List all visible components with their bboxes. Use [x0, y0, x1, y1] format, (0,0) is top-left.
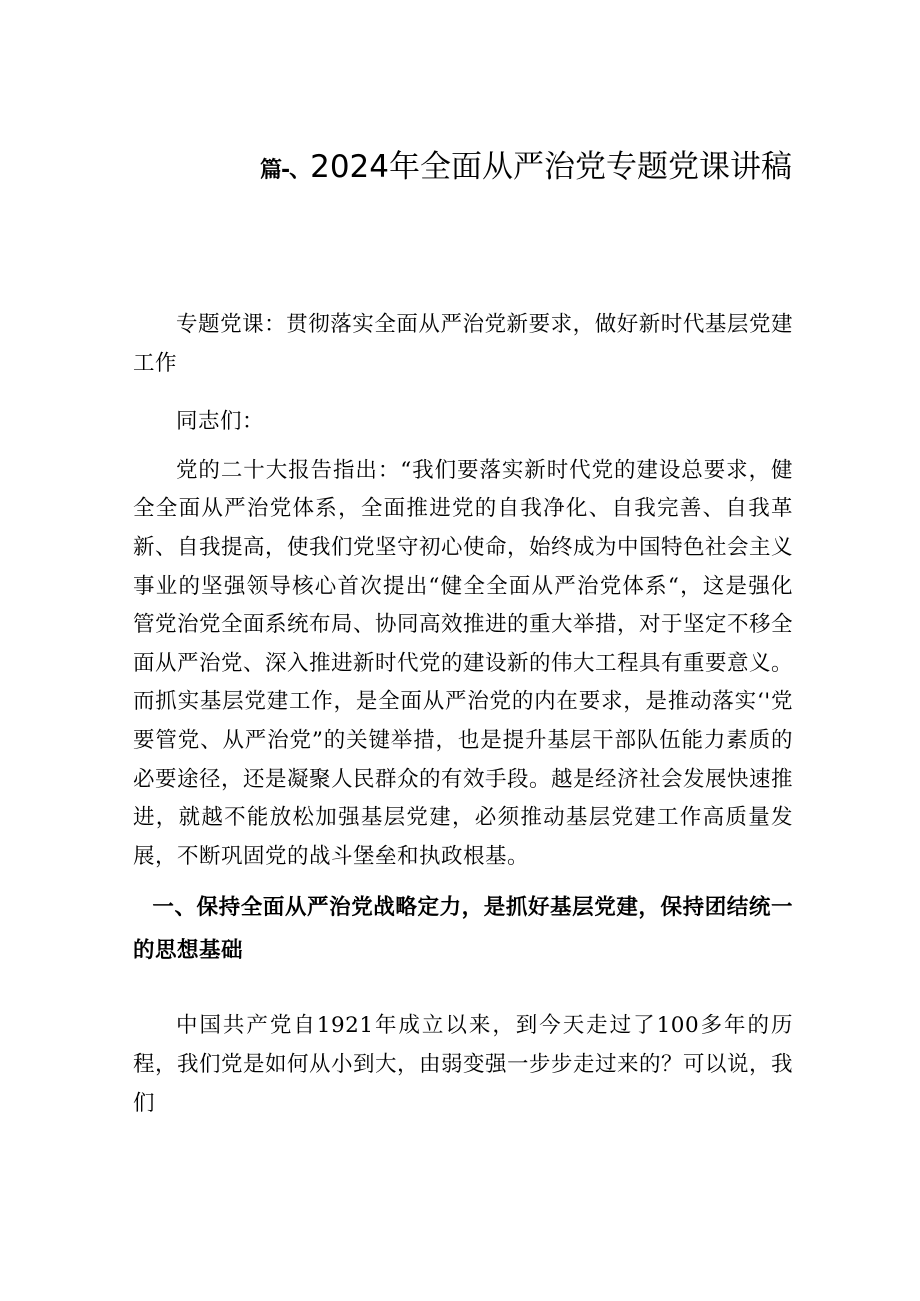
body-paragraph-1: 党的二十大报告指出：“我们要落实新时代党的建设总要求，健全全面从严治党体系，全面推进党的自我净化、自我完善、自我革新、自我提高，使我们党坚守初心使命，始终成为中国特色社会主义事业的坚强领导核心首次提出“健全全面从严治党体系“，这是强化管党治党全面系统布局、协同高效推进的重大举措，对于坚定不移全面从严治党、深入推进新时代党的建设新的伟大工程具有重要意义。而抓实基层党建工作，是全面从严治党的内在要求，是推动落实‘'党要管党、从严治党”的关键举措，也是提升基层干部队伍能力素质的必要途径，还是凝聚人民群众的有效手段。越是经济社会发展快速推进，就越不能放松加强基层党建，必须推动基层党建工作高质量发展，不断巩固党的战斗堡垒和执政根基。: [133, 457, 794, 869]
subtitle-paragraph: 专题党课：贯彻落实全面从严治党新要求，做好新时代基层党建工作: [133, 312, 793, 376]
title-main: 2024年全面从严治党专题党课讲稿: [310, 149, 792, 185]
document-title: [92, 140, 792, 198]
section-heading-1: 一、保持全面从严治党战略定力，是抓好基层党建，保持团结统一的思想基础: [133, 895, 793, 964]
document-body: [133, 306, 793, 1123]
title-prefix: 篇-、: [259, 158, 311, 183]
body-paragraph-2: 中国共产党自1921年成立以来，到今天走过了100多年的历程，我们党是如何从小到大，由弱变强一步步走过来的？可以说，我们: [133, 1013, 794, 1116]
greeting-paragraph: 同志们：: [176, 409, 265, 435]
